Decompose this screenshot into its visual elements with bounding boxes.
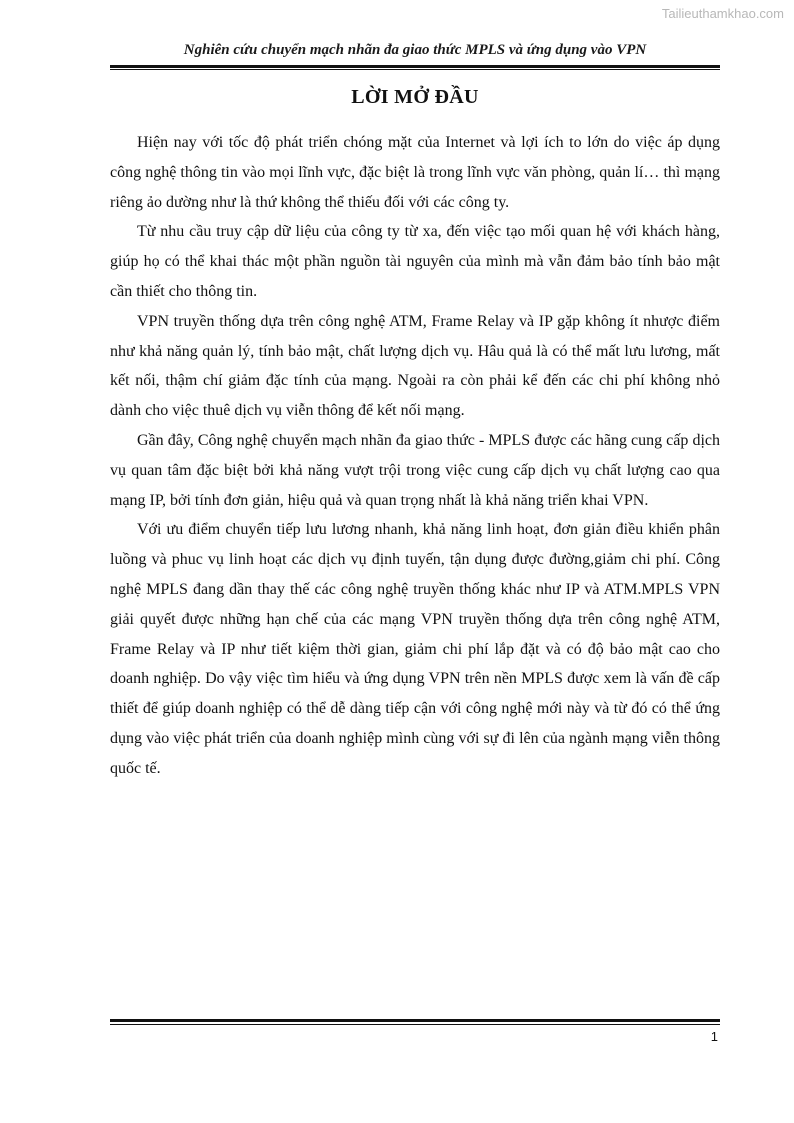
- paragraph-1: Hiện nay với tốc độ phát triển chóng mặt của Internet và lợi ích to lớn do việc áp dụng công nghệ thông tin vào mọi lĩnh vực, đặc biệt là trong lĩnh vực văn phòng, quản lí… thì mạng riêng ảo dường như là thứ không thể thiếu đối với các công ty.: [110, 134, 720, 211]
- watermark: Tailieuthamkhao.com: [661, 6, 784, 21]
- footer-rule: [110, 1019, 720, 1025]
- running-header: Nghiên cứu chuyển mạch nhãn đa giao thức MPLS và ứng dụng vào VPN: [183, 42, 647, 58]
- paragraph-5: Với ưu điểm chuyển tiếp lưu lương nhanh, khả năng linh hoạt, đơn giản điều khiển phân luồng và phuc vụ linh hoạt các dịch vụ định tuyến, tận dụng được đường,giảm chi phí. Công nghệ MPLS đang dần thay thế các công nghệ truyền thống khác như IP và ATM.MPLS VPN giải quyết được những hạn chế của các mạng VPN truyền thống dựa trên công nghệ ATM, Frame Relay và IP như tiết kiệm thời gian, giảm chi phí lắp đặt và có độ bảo mật cao cho doanh nghiệp. Do vậy việc tìm hiểu và ứng dụng VPN trên nền MPLS được xem là vấn đề cấp thiết để giúp doanh nghiệp có thể dễ dàng tiếp cận với công nghệ mới này và từ đó có thể ứng dụng vào việc phát triển của doanh nghiệp mình cùng với sự đi lên của ngành mạng viễn thông quốc tế.: [110, 521, 720, 777]
- paragraph-3: VPN truyền thống dựa trên công nghệ ATM, Frame Relay và IP gặp không ít nhược điểm như khả năng quản lý, tính bảo mật, chất lượng dịch vụ. Hâu quả là có thể mất lưu lương, mất kết nối, thậm chí giảm đặc tính của mạng. Ngoài ra còn phải kể đến các chi phí không nhỏ dành cho việc thuê dịch vụ viễn thông để kết nối mạng.: [110, 312, 720, 420]
- paragraph-2: Từ nhu cầu truy cập dữ liệu của công ty từ xa, đến việc tạo mối quan hệ với khách hàng, giúp họ có thể khai thác một phần nguồn tài nguyên của mình mà vẫn đảm bảo tính bảo mật cần thiết cho thông tin.: [110, 223, 720, 300]
- header-rule: [110, 65, 720, 70]
- page-title: LỜI MỞ ĐẦU: [351, 86, 479, 108]
- paragraph-4: Gần đây, Công nghệ chuyển mạch nhãn đa giao thức - MPLS được các hãng cung cấp dịch vụ quan tâm đặc biệt bởi khả năng vượt trội trong việc cung cấp dịch vụ chất lượng cao qua mạng IP, bởi tính đơn giản, hiệu quả và quan trọng nhất là khả năng triển khai VPN.: [110, 431, 720, 509]
- body-text: [110, 128, 720, 784]
- page-number: 1: [710, 1029, 718, 1044]
